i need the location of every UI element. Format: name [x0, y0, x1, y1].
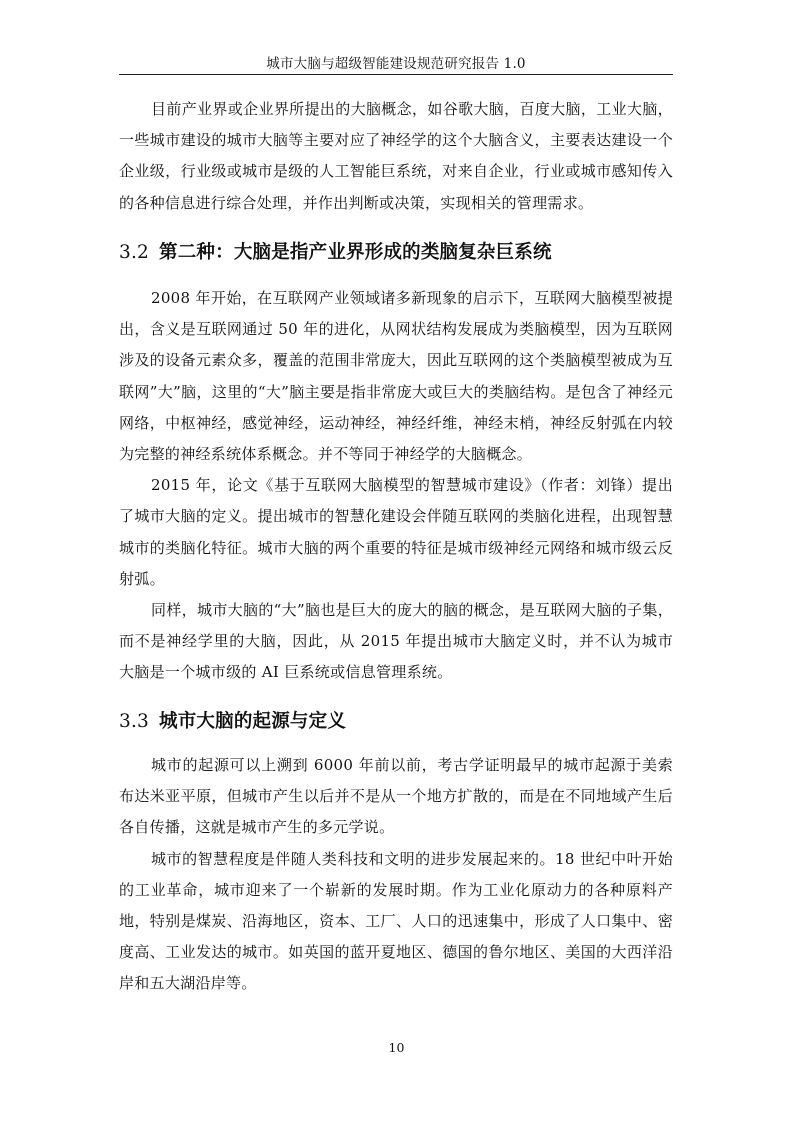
section-heading-3-3	[119, 707, 673, 733]
section-3-3-body	[119, 750, 673, 1000]
paragraph: 2015 年，论文《基于互联网大脑模型的智慧城市建设》（作者：刘锋）提出了城市大脑的定义。提出城市的智慧化建设会伴随互联网的类脑化进程，出现智慧城市的类脑化特征。城市大脑的两个重要的特征是城市级神经元网络和城市级云反射弧。	[119, 476, 673, 588]
paragraph: 2008 年开始，在互联网产业领域诸多新现象的启示下，互联网大脑模型被提出，含义是互联网通过 50 年的进化，从网状结构发展成为类脑模型，因为互联网涉及的设备元素众多，覆盖的范围非常庞大，因此互联网的这个类脑模型被成为互联网”大”脑，这里的“大”脑主要是指非常庞大或巨大的类脑结构。是包含了神经元网络，中枢神经，感觉神经，运动神经，神经纤维，神经末梢，神经反射弧在内较为完整的神经系统体系概念。并不等同于神经学的大脑概念。	[119, 289, 673, 464]
header-rule	[119, 74, 673, 75]
section-title: 城市大脑的起源与定义	[159, 711, 347, 732]
page-number: 10	[388, 1040, 405, 1055]
section-number: 3.3	[119, 711, 150, 732]
section-3-2-body	[119, 283, 673, 689]
intro-text	[119, 94, 673, 219]
paragraph: 城市的起源可以上溯到 6000 年前以前，考古学证明最早的城市起源于美索布达米亚平原，但城市产生以后并不是从一个地方扩散的，而是在不同地域产生后各自传播，这就是城市产生的多元学说。	[119, 756, 673, 837]
section-heading-3-2	[119, 238, 673, 264]
section-title: 第二种：大脑是指产业界形成的类脑复杂巨系统	[159, 242, 552, 263]
paragraph: 同样，城市大脑的“大”脑也是巨大的庞大的脑的概念，是互联网大脑的子集，而不是神经学里的大脑，因此，从 2015 年提出城市大脑定义时，并不认为城市大脑是一个城市级的 AI 巨系统或信息管理系统。	[119, 601, 673, 682]
running-header: 城市大脑与超级智能建设规范研究报告 1.0	[266, 56, 526, 72]
section-number: 3.2	[119, 242, 150, 263]
paragraph: 城市的智慧程度是伴随人类科技和文明的进步发展起来的。18 世纪中叶开始的工业革命，城市迎来了一个崭新的发展时期。作为工业化原动力的各种原料产地，特别是煤炭、沿海地区，资本、工厂、人口的迅速集中，形成了人口集中、密度高、工业发达的城市。如英国的蓝开夏地区、德国的鲁尔地区、美国的大西洋沿岸和五大湖沿岸等。	[119, 849, 673, 993]
paragraph: 目前产业界或企业界所提出的大脑概念，如谷歌大脑，百度大脑，工业大脑，一些城市建设的城市大脑等主要对应了神经学的这个大脑含义，主要表达建设一个企业级，行业级或城市是级的人工智能巨系统，对来自企业，行业或城市感知传入的各种信息进行综合处理，并作出判断或决策，实现相关的管理需求。	[119, 100, 673, 212]
